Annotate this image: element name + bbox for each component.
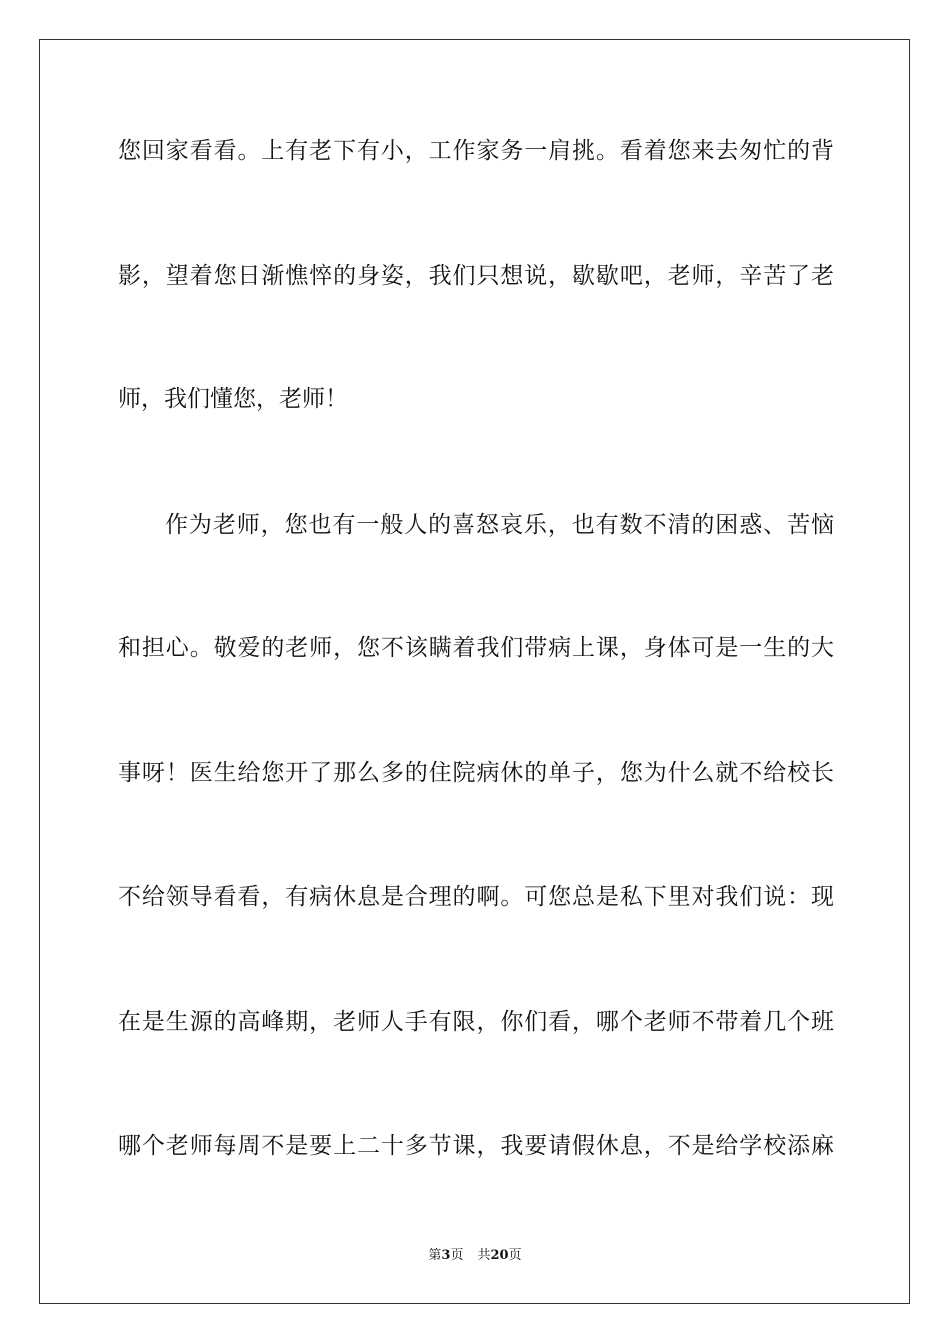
body-line-2: 影，望着您日渐憔悴的身姿，我们只想说，歇歇吧，老师，辛苦了老 bbox=[118, 263, 834, 289]
total-pages: 20 bbox=[490, 1248, 509, 1263]
body-line-3: 师，我们懂您，老师！ bbox=[118, 386, 348, 412]
page-prefix: 第 bbox=[428, 1248, 442, 1263]
total-prefix: 共 bbox=[477, 1248, 491, 1263]
body-line-1: 您回家看看。上有老下有小，工作家务一肩挑。看着您来去匆忙的背 bbox=[118, 138, 834, 164]
total-suffix: 页 bbox=[508, 1248, 522, 1263]
body-line-9: 哪个老师每周不是要上二十多节课，我要请假休息，不是给学校添麻 bbox=[118, 1133, 834, 1159]
body-line-5: 和担心。敬爱的老师，您不该瞒着我们带病上课，身体可是一生的大 bbox=[118, 635, 834, 661]
page-border bbox=[39, 39, 910, 1304]
paragraph-start-line: 作为老师，您也有一般人的喜怒哀乐，也有数不清的困惑、苦恼 bbox=[165, 512, 834, 538]
body-line-6: 事呀！医生给您开了那么多的住院病休的单子，您为什么就不给校长 bbox=[118, 760, 834, 786]
body-line-8: 在是生源的高峰期，老师人手有限，你们看，哪个老师不带着几个班 bbox=[118, 1009, 834, 1035]
page-number: 3 bbox=[441, 1248, 451, 1263]
page-footer bbox=[0, 1247, 950, 1265]
body-line-7: 不给领导看看，有病休息是合理的啊。可您总是私下里对我们说：现 bbox=[118, 884, 834, 910]
page-suffix: 页 bbox=[450, 1248, 464, 1263]
